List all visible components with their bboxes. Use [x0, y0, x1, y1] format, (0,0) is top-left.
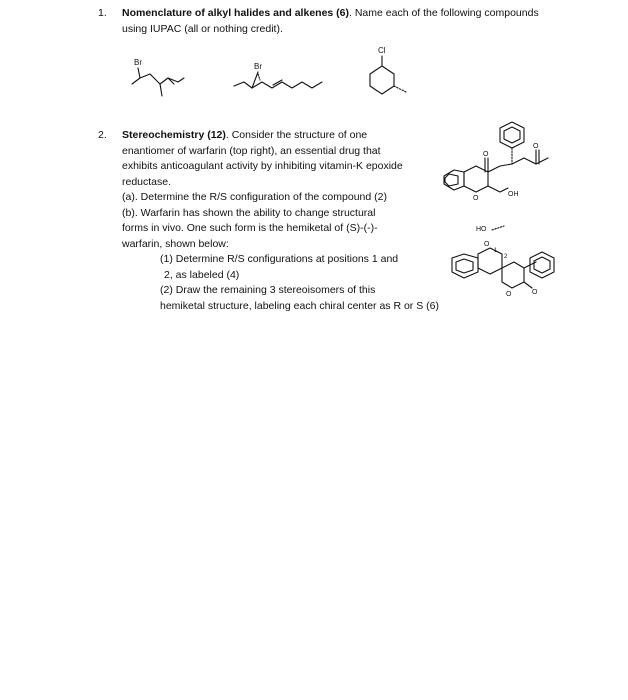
question-1-number: 1.: [98, 7, 107, 19]
hemiketal-position-1: 1: [494, 248, 498, 254]
warfarin-oh-label: OH: [508, 191, 519, 198]
question-2: [98, 128, 439, 314]
svg-text:O: O: [473, 195, 479, 202]
svg-text:O: O: [532, 289, 538, 296]
question-2-number: 2.: [98, 129, 107, 141]
structure-1-bromine-label: Br: [134, 58, 142, 67]
svg-text:O: O: [483, 151, 489, 158]
question-2-line: reductase.: [122, 175, 172, 188]
svg-text:O: O: [484, 241, 490, 248]
structure-1-alkyl-bromide: [124, 56, 204, 106]
question-2-prompt: . Consider the structure of one: [225, 129, 368, 141]
question-2-part-b: (b). Warfarin has shown the ability to change structural: [122, 206, 376, 219]
structure-2-bromo-alkene: [230, 60, 330, 100]
question-2-line: warfarin, shown below:: [122, 237, 229, 250]
warfarin-structure: [446, 118, 576, 218]
question-1-line-2: using IUPAC (all or nothing credit).: [122, 22, 283, 35]
question-2-title: Stereochemistry (12): [122, 129, 226, 141]
question-2-line: forms in vivo. One such form is the hemiketal of (S)-(-)-: [122, 222, 378, 234]
svg-text:O: O: [506, 291, 512, 298]
structure-3-chlorine-label: Cl: [378, 46, 386, 55]
question-1: [98, 6, 539, 37]
question-1-prompt: . Name each of the following compounds: [349, 7, 539, 19]
hemiketal-structure: [446, 222, 576, 312]
hemiketal-ho-label: HO: [476, 226, 487, 233]
question-1-title: Nomenclature of alkyl halides and alkenes (6): [122, 7, 349, 19]
question-2-sub-1-cont: 2, as labeled (4): [164, 268, 240, 281]
question-2-line: enantiomer of warfarin (top right), an essential drug that: [122, 144, 381, 157]
svg-text:O: O: [533, 143, 539, 150]
question-2-last-line: hemiketal structure, labeling each chiral center as R or S (6): [160, 299, 439, 312]
structure-2-bromine-label: Br: [254, 62, 262, 71]
question-2-sub-1: (1) Determine R/S configurations at positions 1 and: [160, 253, 399, 265]
question-2-sub-2: (2) Draw the remaining 3 stereoisomers of this: [160, 284, 376, 296]
question-2-line: exhibits anticoagulant activity by inhibiting vitamin-K epoxide: [122, 160, 403, 172]
structure-3-chlorocyclohexane: [368, 44, 438, 104]
hemiketal-position-2: 2: [504, 254, 508, 260]
question-2-part-a: (a). Determine the R/S configuration of the compound (2): [122, 191, 387, 203]
